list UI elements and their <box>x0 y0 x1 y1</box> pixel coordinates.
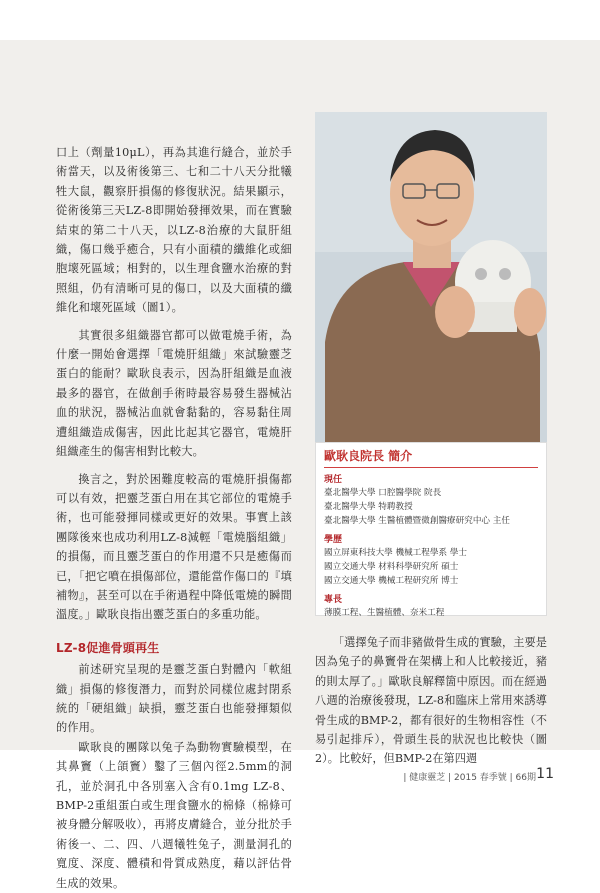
bio-education-2: 國立交通大學 材料科學研究所 碩士 <box>324 562 459 572</box>
bio-education-3: 國立交通大學 機械工程研究所 博士 <box>324 576 459 586</box>
bio-education-label: 學歷 <box>324 535 343 545</box>
bio-specialty: 薄膜工程、生醫植體、奈米工程 <box>324 608 445 618</box>
bio-name: 歐耿良院長 簡介 <box>324 447 538 468</box>
bio-current-1: 臺北醫學大學 口腔醫學院 院長 <box>324 488 442 498</box>
paragraph-right: 「選擇兔子而非豬做骨生成的實驗，主要是因為兔子的鼻竇骨在架構上和人比較接近，豬的則太厚了。」歐耿良解釋箇中原因。而在經過八週的治療後發現，LZ-8和臨床上常用來誘導骨生成的BMP-2，都有很好的生物相容性（不易引起排斥），骨頭生長的狀況也比較快（圖2）。比較好，但BMP-2在第四週 <box>315 636 547 766</box>
bio-box <box>315 442 547 616</box>
portrait-photo <box>315 112 547 442</box>
paragraph-2: 其實很多組織器官都可以做電燒手術，為什麼一開始會選擇「電燒肝組織」來試驗靈芝蛋白的能耐？歐耿良表示，因為肝組織是血液最多的器官，在做創手術時最容易發生器械沾血的狀況，器械沾血就會黏黏的，容易黏住周遭組織造成傷害，因此比起其它器官，電燒肝組織產生的傷害相對比較大。 <box>56 328 292 459</box>
bio-current-label: 現任 <box>324 475 343 485</box>
paragraph-1: 口上（劑量10μL），再為其進行縫合，並於手術當天，以及術後第三、七和二十八天分批犧牲大鼠，觀察肝損傷的修復狀況。結果顯示，從術後第三天LZ-8即開始發揮效果，而在實驗結束的第二十八天，以LZ-8治療的大鼠肝組織，傷口幾乎癒合，只有小面積的纖維化或細胞壞死區域；相對的，以生理食鹽水治療的對照組，仍有清晰可見的傷口，以及大面積的纖維化和壞死區域（圖1）。 <box>56 146 292 315</box>
bio-specialty-label: 專長 <box>324 595 343 605</box>
page-footer <box>0 760 600 800</box>
bio-current-3: 臺北醫學大學 生醫植體暨微創醫療研究中心 主任 <box>324 516 510 526</box>
paragraph-4: 前述研究呈現的是靈芝蛋白對體內「軟組織」損傷的修復潛力，而對於同樣位處封閉系統的「硬組織」缺損，靈芝蛋白也能發揮類似的作用。 <box>56 663 292 735</box>
page-number: 11 <box>536 766 554 782</box>
paragraph-5: 歐耿良的團隊以兔子為動物實驗模型，在其鼻竇（上頜竇）鑿了三個內徑2.5mm的洞孔，並於洞孔中各別塞入含有0.1mg LZ-8、BMP-2重組蛋白或生理食鹽水的棉條（棉條可被身體分解吸收），再將皮膚縫合，並分批於手術後一、二、四、八週犧牲兔子，測量洞孔的寬度、深度、體積和骨質成熟度，藉以評估骨生成的效果。 <box>56 740 292 890</box>
bio-current-2: 臺北醫學大學 特聘教授 <box>324 502 413 512</box>
paragraph-3: 換言之，對於困難度較高的電燒肝損傷都可以有效，把靈芝蛋白用在其它部位的電燒手術，也可能發揮同樣或更好的效果。事實上該團隊後來也成功利用LZ-8減輕「電燒腦組織」的損傷，而且靈芝蛋白的作用還不只是癒傷而已，「把它噴在損傷部位，還能當作傷口的『填補物』，甚至可以在手術過程中降低電燒的瞬間溫度。」歐耿良指出靈芝蛋白的多重功能。 <box>56 472 292 622</box>
bio-education-1: 國立屏東科技大學 機械工程學系 學士 <box>324 548 467 558</box>
footer-text: | 健康靈芝 | 2015 春季號 | 66期 <box>403 773 536 783</box>
right-text-column <box>315 633 547 769</box>
section-heading: LZ-8促進骨頭再生 <box>56 640 160 655</box>
